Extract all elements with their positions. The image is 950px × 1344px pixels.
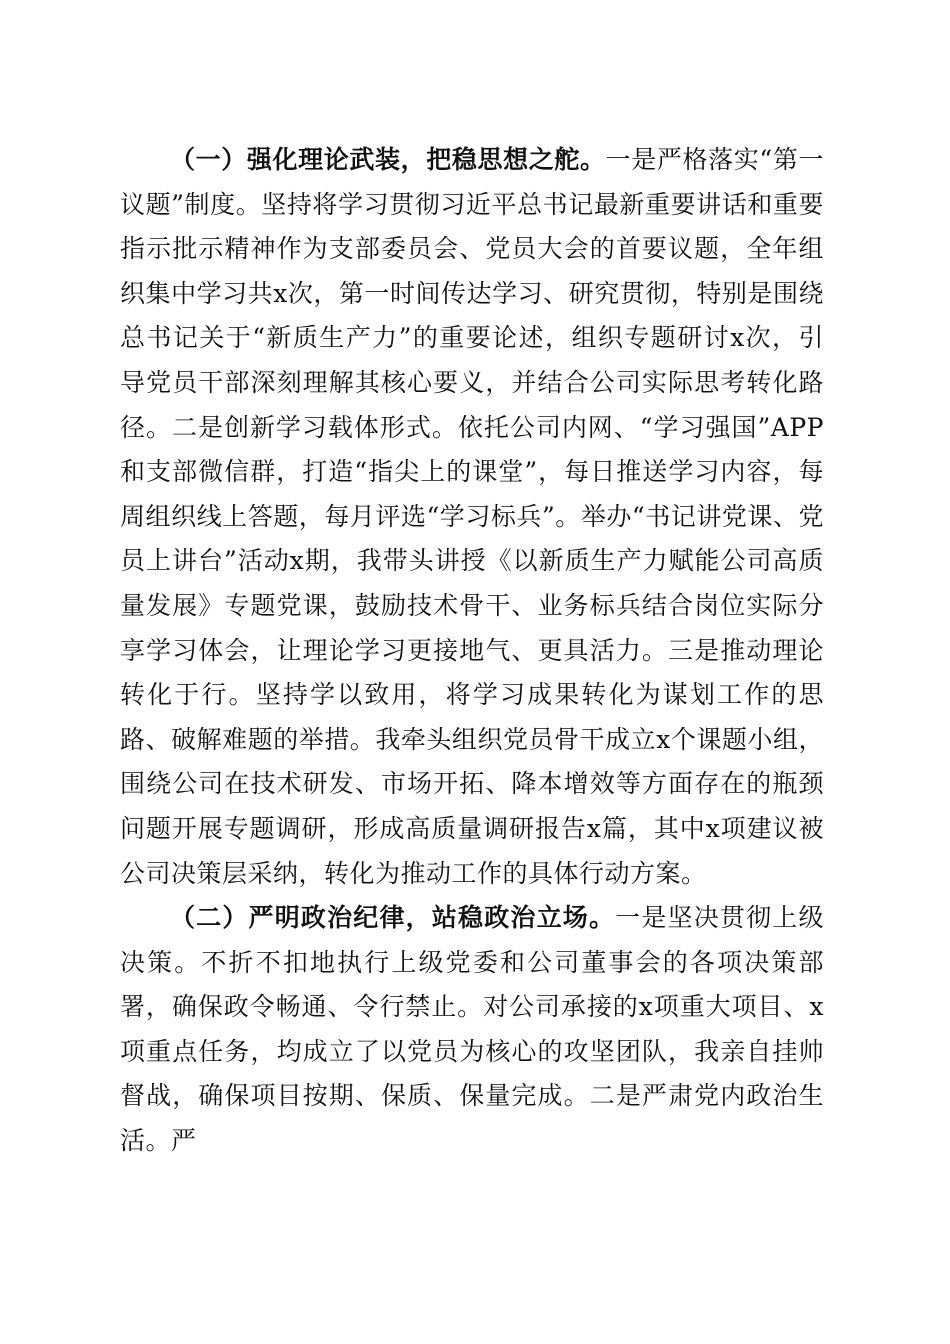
- paragraph-2: [120, 896, 824, 1164]
- paragraph-1-heading: （一）强化理论武装，把稳思想之舵。: [170, 145, 606, 174]
- document-body: [120, 138, 824, 1164]
- paragraph-2-heading: （二）严明政治纪律，站稳政治立场。: [170, 903, 616, 933]
- paragraph-2-text: 一是坚决贯彻上级决策。不折不扣地执行上级党委和公司董事会的各项决策部署，确保政令畅通、令行禁止。对公司承接的x项重大项目、x项重点任务，均成立了以党员为核心的攻坚团队，我亲自挂帅督战，确保项目按期、保质、保量完成。二是严肃党内政治生活。严: [120, 903, 824, 1156]
- paragraph-1-text: 一是严格落实“第一议题”制度。坚持将学习贯彻习近平总书记最新重要讲话和重要指示批示精神作为支部委员会、党员大会的首要议题，全年组织集中学习共x次，第一时间传达学习、研究贯彻，特别是围绕总书记关于“新质生产力”的重要论述，组织专题研讨x次，引导党员干部深刻理解其核心要义，并结合公司实际思考转化路径。二是创新学习载体形式。依托公司内网、“学习强国”APP和支部微信群，打造“指尖上的课堂”，每日推送学习内容，每周组织线上答题，每月评选“学习标兵”。举办“书记讲党课、党员上讲台”活动x期，我带头讲授《以新质生产力赋能公司高质量发展》专题党课，鼓励技术骨干、业务标兵结合岗位实际分享学习体会，让理论学习更接地气、更具活力。三是推动理论转化于行。坚持学以致用，将学习成果转化为谋划工作的思路、破解难题的举措。我牵头组织党员骨干成立x个课题小组，围绕公司在技术研发、市场开拓、降本增效等方面存在的瓶颈问题开展专题调研，形成高质量调研报告x篇，其中x项建议被公司决策层采纳，转化为推动工作的具体行动方案。: [120, 145, 824, 888]
- paragraph-1: [120, 138, 824, 896]
